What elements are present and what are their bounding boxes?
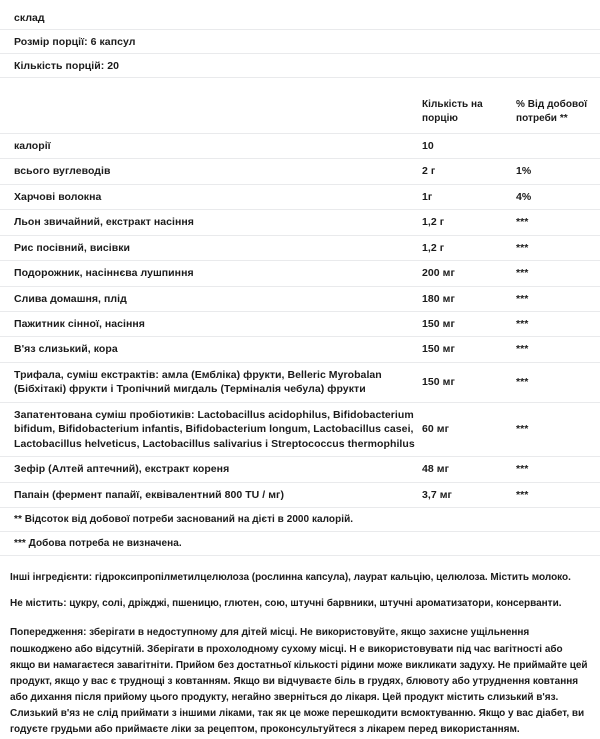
ingredient-daily-value: 4%: [516, 184, 600, 209]
table-row: [0, 261, 600, 286]
ingredient-amount: 200 мг: [422, 261, 516, 286]
ingredient-name: В'яз слизький, кора: [0, 337, 422, 362]
ingredient-name: Подорожник, насіннєва лушпиння: [0, 261, 422, 286]
ingredient-daily-value: ***: [516, 457, 600, 482]
table-header-row: [0, 90, 600, 133]
ingredient-daily-value: ***: [516, 261, 600, 286]
table-row: [0, 133, 600, 158]
ingredient-amount: 1,2 г: [422, 235, 516, 260]
ingredient-daily-value: ***: [516, 235, 600, 260]
table-row: [0, 482, 600, 507]
ingredient-daily-value: [516, 133, 600, 158]
table-row: [0, 362, 600, 402]
ingredient-name: Пажитник сінної, насіння: [0, 311, 422, 336]
table-row: [0, 337, 600, 362]
ingredient-amount: 150 мг: [422, 311, 516, 336]
ingredient-name: Папаін (фермент папайї, еквівалентний 800 TU / мг): [0, 482, 422, 507]
ingredient-daily-value: ***: [516, 362, 600, 402]
ingredient-daily-value: ***: [516, 210, 600, 235]
ingredient-name: калорії: [0, 133, 422, 158]
ingredient-name: Харчові волокна: [0, 184, 422, 209]
ingredient-name: Рис посівний, висівки: [0, 235, 422, 260]
ingredient-amount: 60 мг: [422, 402, 516, 456]
ingredient-amount: 150 мг: [422, 362, 516, 402]
ingredient-daily-value: 1%: [516, 159, 600, 184]
table-row: [0, 210, 600, 235]
supplement-facts-table: [0, 90, 600, 508]
table-top-spacer: [0, 78, 600, 90]
ingredient-amount: 3,7 мг: [422, 482, 516, 507]
other-ingredients-text: Інші інгредієнти: гідроксипропілметилцелюлоза (рослинна капсула), лаурат кальцію, целюлоза. Містить молоко.: [10, 572, 571, 584]
panel-title: склад: [0, 6, 600, 30]
footnote-daily-value-basis: ** Відсоток від добової потреби заснований на дієті в 2000 калорій.: [0, 508, 600, 532]
ingredient-amount: 2 г: [422, 159, 516, 184]
ingredient-name: Слива домашня, плід: [0, 286, 422, 311]
supplement-facts-panel: [0, 6, 600, 736]
table-row: [0, 184, 600, 209]
ingredient-daily-value: ***: [516, 337, 600, 362]
ingredient-daily-value: ***: [516, 286, 600, 311]
footnote-dv-not-established: *** Добова потреба не визначена.: [0, 532, 600, 556]
ingredient-daily-value: ***: [516, 311, 600, 336]
table-row: [0, 286, 600, 311]
ingredient-name: Льон звичайний, екстракт насіння: [0, 210, 422, 235]
ingredient-amount: 150 мг: [422, 337, 516, 362]
column-header-daily-value: % Від добової потреби **: [516, 90, 600, 133]
table-row: [0, 159, 600, 184]
table-row: [0, 402, 600, 456]
column-header-amount: Кількість на порцію: [422, 90, 516, 133]
table-row: [0, 311, 600, 336]
ingredient-name: всього вуглеводів: [0, 159, 422, 184]
column-header-name: [0, 90, 422, 133]
ingredient-amount: 10: [422, 133, 516, 158]
free-from-text: Не містить: цукру, солі, дріжджі, пшеницю, глютен, сою, штучні барвники, штучні ароматизатори, консерванти.: [10, 597, 562, 609]
ingredient-daily-value: ***: [516, 482, 600, 507]
ingredient-daily-value: ***: [516, 402, 600, 456]
ingredient-amount: 180 мг: [422, 286, 516, 311]
ingredient-amount: 1г: [422, 184, 516, 209]
ingredient-name: Трифала, суміш екстрактів: амла (Ембліка) фрукти, Belleric Myrobalan (Бібхітакі) фрукти і Тропічний мигдаль (Терміналія чебула) фрукти: [0, 362, 422, 402]
table-row: [0, 457, 600, 482]
ingredient-name: Запатентована суміш пробіотиків: Lactobacillus acidophilus, Bifidobacterium bifidum, Bifidobacterium infantis, Bifidobacterium longum, Lactobacillus casei, Lactobacillus helveticus, Lactobacillus salivarius і Streptococcus thermophilus: [0, 402, 422, 456]
table-row: [0, 235, 600, 260]
table-body: [0, 133, 600, 508]
ingredient-amount: 1,2 г: [422, 210, 516, 235]
warning-text: Попередження: зберігати в недоступному для дітей місці. Не використовуйте, якщо захисне ущільнення пошкоджено або відсутній. Зберігати в прохолодному сухому місці. Н е використовувати під час вагітності або якщо ви намагаєтеся завагітніти. Прийом без достатньої кількості рідини може викликати задуху. Не приймайте цей продукт, якщо у вас є труднощі з ковтанням. Якщо ви відчуваєте біль в грудях, блювоту або утруднення ковтання або дихання після прийому цього продукту, негайно зверніться до лікаря. Цей продукт містить слизький в'яз. Слизький в'яз не слід приймати з іншими ліками, так як це може перешкодити всмоктуванню. Якщо у вас діабет, ви годуєте грудьми або приймаєте ліки за рецептом, проконсультуйтеся з лікарем перед використанням.: [10, 627, 588, 736]
servings-per-container-row: Кількість порцій: 20: [0, 54, 600, 78]
ingredient-amount: 48 мг: [422, 457, 516, 482]
table-header: [0, 90, 600, 133]
ingredient-name: Зефір (Алтей аптечний), екстракт кореня: [0, 457, 422, 482]
serving-size-row: Розмір порції: 6 капсул: [0, 30, 600, 54]
